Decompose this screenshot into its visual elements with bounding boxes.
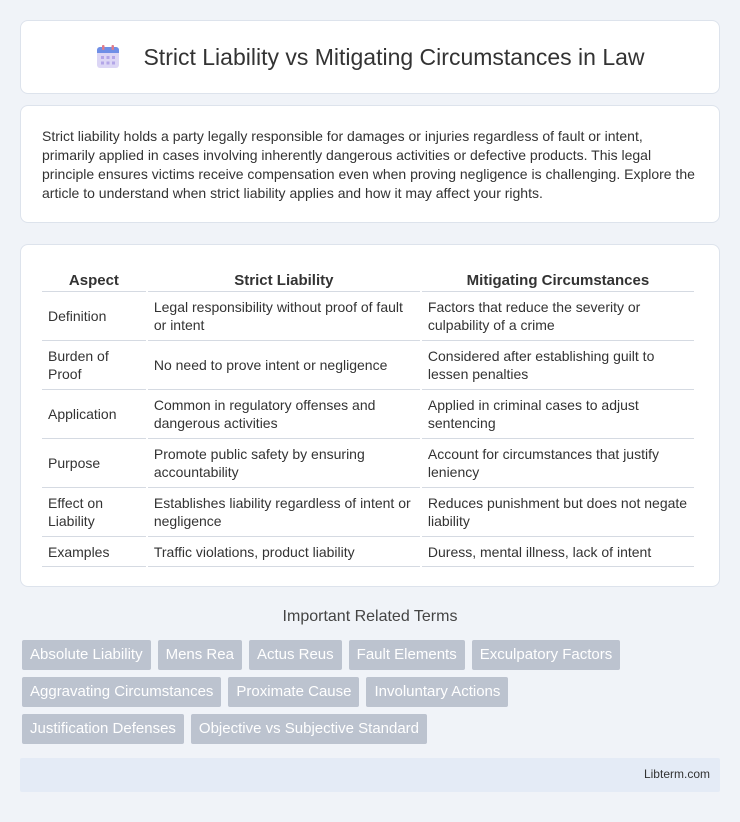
cell-aspect: Effect on Liability <box>42 488 146 537</box>
tag-row <box>22 677 722 707</box>
comparison-table <box>40 267 696 567</box>
cell-strict: Legal responsibility without proof of fault or intent <box>148 292 420 341</box>
comparison-card <box>20 244 720 587</box>
cell-strict: Common in regulatory offenses and dangerous activities <box>148 390 420 439</box>
intro-text: Strict liability holds a party legally responsible for damages or injuries regardless of fault or intent, primarily applied in cases involving inherently dangerous activities or defective products. This legal principle ensures victims receive compensation even when proving negligence is challenging. Explore the article to understand when strict liability applies and how it may affect your rights. <box>42 128 695 201</box>
cell-aspect: Examples <box>42 537 146 567</box>
tag-justification-defenses[interactable]: Justification Defenses <box>22 714 184 744</box>
tag-row <box>22 640 722 670</box>
tag-actus-reus[interactable]: Actus Reus <box>249 640 342 670</box>
cell-aspect: Burden of Proof <box>42 341 146 390</box>
table-row <box>42 292 694 341</box>
table-row <box>42 341 694 390</box>
cell-aspect: Purpose <box>42 439 146 488</box>
cell-mitigating: Applied in criminal cases to adjust sentencing <box>422 390 694 439</box>
table-row <box>42 488 694 537</box>
calendar-icon <box>95 44 121 70</box>
header-card <box>20 20 720 94</box>
table-row <box>42 390 694 439</box>
cell-aspect: Definition <box>42 292 146 341</box>
tag-absolute-liability[interactable]: Absolute Liability <box>22 640 151 670</box>
related-terms-title: Important Related Terms <box>282 608 458 625</box>
cell-mitigating: Factors that reduce the severity or culpability of a crime <box>422 292 694 341</box>
tag-involuntary-actions[interactable]: Involuntary Actions <box>366 677 508 707</box>
tag-row <box>22 714 722 744</box>
header-mitigating-circumstances: Mitigating Circumstances <box>422 267 694 292</box>
cell-strict: Establishes liability regardless of intent or negligence <box>148 488 420 537</box>
footer-brand[interactable]: Libterm.com <box>643 767 710 781</box>
related-terms-list <box>22 640 722 751</box>
intro-card <box>20 105 720 223</box>
table-row <box>42 439 694 488</box>
tag-exculpatory-factors[interactable]: Exculpatory Factors <box>472 640 621 670</box>
cell-mitigating: Account for circumstances that justify leniency <box>422 439 694 488</box>
cell-strict: No need to prove intent or negligence <box>148 341 420 390</box>
cell-mitigating: Reduces punishment but does not negate liability <box>422 488 694 537</box>
header-aspect: Aspect <box>42 267 146 292</box>
tag-aggravating-circumstances[interactable]: Aggravating Circumstances <box>22 677 221 707</box>
cell-aspect: Application <box>42 390 146 439</box>
cell-strict: Promote public safety by ensuring accountability <box>148 439 420 488</box>
tag-proximate-cause[interactable]: Proximate Cause <box>228 677 359 707</box>
cell-mitigating: Considered after establishing guilt to lessen penalties <box>422 341 694 390</box>
footer <box>20 758 720 792</box>
tag-fault-elements[interactable]: Fault Elements <box>349 640 465 670</box>
cell-mitigating: Duress, mental illness, lack of intent <box>422 537 694 567</box>
cell-strict: Traffic violations, product liability <box>148 537 420 567</box>
tag-mens-rea[interactable]: Mens Rea <box>158 640 242 670</box>
header-strict-liability: Strict Liability <box>148 267 420 292</box>
tag-objective-vs-subjective-standard[interactable]: Objective vs Subjective Standard <box>191 714 427 744</box>
table-row <box>42 537 694 567</box>
table-header-row <box>42 267 694 292</box>
page-title: Strict Liability vs Mitigating Circumstances in Law <box>143 43 645 70</box>
